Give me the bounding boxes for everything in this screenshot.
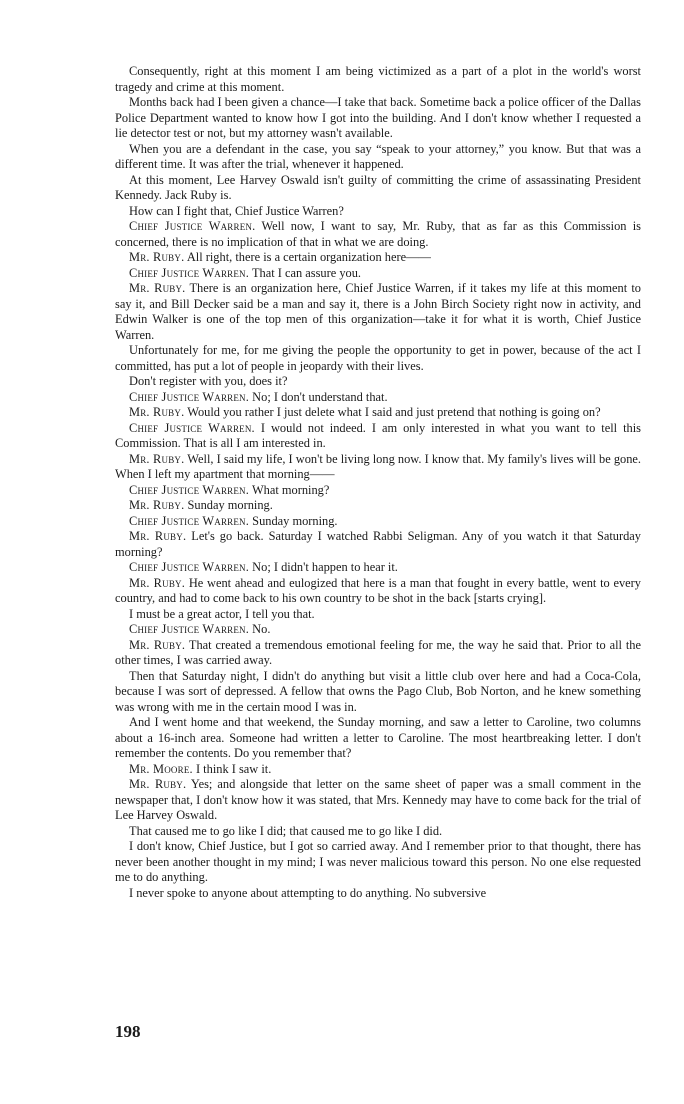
speaker-label: Chief Justice Warren.: [129, 389, 250, 404]
paragraph: When you are a defendant in the case, you say “speak to your attorney,” you know. But that was a different time. It was after the trial, whenever it happened.: [115, 141, 641, 171]
speaker-label: Mr. Ruby.: [129, 777, 187, 791]
speaker-label: Chief Justice Warren.: [129, 219, 256, 233]
speaker-label: Mr. Ruby.: [129, 281, 186, 295]
paragraph: Chief Justice Warren. That I can assure you.: [129, 265, 362, 280]
speaker-label: Mr. Ruby.: [129, 405, 185, 419]
paragraph: And I went home and that weekend, the Sunday morning, and saw a letter to Caroline, two columns about a 16-inch area. Someone had written a letter to Caroline. The most heartbreaking letter. I don't remember the contents. Do you remember that?: [115, 715, 641, 760]
paragraph: Chief Justice Warren. No; I don't understand that.: [129, 389, 388, 404]
paragraph: How can I fight that, Chief Justice Warren?: [129, 203, 344, 218]
paragraph: Chief Justice Warren. I would not indeed. I am only interested in what you want to tell this Commission. That is all I am interested in.: [115, 420, 641, 450]
paragraph: I never spoke to anyone about attempting to do anything. No subversive: [129, 885, 487, 900]
document-body: [115, 64, 641, 901]
speaker-label: Chief Justice Warren.: [129, 265, 250, 280]
speaker-label: Chief Justice Warren.: [129, 560, 250, 574]
speaker-label: Chief Justice Warren.: [129, 420, 255, 435]
speaker-label: Mr. Ruby.: [129, 250, 185, 264]
paragraph: Unfortunately for me, for me giving the people the opportunity to get in power, because of the act I committed, has put a lot of people in jeopardy with their lives.: [115, 343, 641, 373]
speaker-label: Mr. Ruby.: [129, 498, 185, 512]
paragraph: Mr. Ruby. There is an organization here, Chief Justice Warren, if it takes my life at this moment to say it, and Bill Decker said be a man and say it, there is a John Birch Society right now in activity, and Edwin Walker is one of the top men of this organization—take it for what it is worth, Chief Justice Warren.: [115, 281, 641, 342]
paragraph: Chief Justice Warren. No; I didn't happen to hear it.: [129, 560, 398, 574]
paragraph: Mr. Ruby. That created a tremendous emotional feeling for me, the way he said that. Prior to all the other times, I was carried away.: [115, 637, 642, 667]
paragraph: I don't know, Chief Justice, but I got so carried away. And I remember prior to that thought, there has never been another thought in my mind; I was never malicious toward this person. No one else requested me to do anything.: [115, 839, 641, 884]
paragraph: Mr. Moore. I think I saw it.: [129, 761, 272, 776]
paragraph: At this moment, Lee Harvey Oswald isn't guilty of committing the crime of assassinating President Kennedy. Jack Ruby is.: [115, 172, 641, 202]
speaker-label: Mr. Ruby.: [129, 637, 186, 652]
paragraph: Chief Justice Warren. Sunday morning.: [129, 513, 338, 528]
paragraph: Mr. Ruby. All right, there is a certain organization here——: [129, 250, 431, 264]
paragraph: Chief Justice Warren. No.: [129, 622, 271, 636]
paragraph: Mr. Ruby. Yes; and alongside that letter on the same sheet of paper was a small comment in the newspaper that, I don't know how it was stated, that Mrs. Kennedy may have to come back for the trial of Lee Harvey Oswald.: [115, 777, 641, 822]
paragraph: Mr. Ruby. Well, I said my life, I won't be living long now. I know that. My family's lives will be gone. When I left my apartment that morning——: [115, 451, 642, 481]
speaker-label: Chief Justice Warren.: [129, 482, 250, 497]
paragraph: Months back had I been given a chance—I take that back. Sometime back a police officer of the Dallas Police Department wanted to know how I got into the building. And I don't know whether I requested a lie detector test or not, but my attorney wasn't available.: [115, 95, 641, 140]
speaker-label: Mr. Moore.: [129, 761, 193, 776]
speaker-label: Chief Justice Warren.: [129, 622, 250, 636]
paragraph: Don't register with you, does it?: [129, 374, 288, 388]
paragraph: Chief Justice Warren. Well now, I want to say, Mr. Ruby, that as far as this Commission is concerned, there is no implication of that in what we are doing.: [115, 219, 641, 249]
speaker-label: Mr. Ruby.: [129, 529, 187, 543]
speaker-label: Mr. Ruby.: [129, 575, 186, 590]
page-number: 198: [115, 1022, 141, 1041]
paragraph: Mr. Ruby. Sunday morning.: [129, 498, 273, 512]
paragraph: Then that Saturday night, I didn't do anything but visit a little club over here and had a Coca-Cola, because I was sort of depressed. A fellow that owns the Pago Club, Bob Norton, and he knew something was wrong with me in the certain mood I was in.: [115, 668, 641, 714]
paragraph: Consequently, right at this moment I am being victimized as a part of a plot in the world's worst tragedy and crime at this moment.: [115, 64, 641, 94]
paragraph: Mr. Ruby. Let's go back. Saturday I watched Rabbi Seligman. Any of you watch it that Saturday morning?: [115, 529, 641, 559]
speaker-label: Mr. Ruby.: [129, 451, 185, 466]
paragraph: Mr. Ruby. He went ahead and eulogized that here is a man that fought in every battle, went to every country, and had to come back to his own country to be shot in the back [starts crying].: [115, 575, 642, 605]
paragraph: Mr. Ruby. Would you rather I just delete what I said and just pretend that nothing is going on?: [129, 405, 601, 419]
paragraph: Chief Justice Warren. What morning?: [129, 482, 330, 497]
paragraph: I must be a great actor, I tell you that.: [129, 606, 315, 621]
speaker-label: Chief Justice Warren.: [129, 513, 250, 528]
paragraph: That caused me to go like I did; that caused me to go like I did.: [129, 823, 443, 838]
